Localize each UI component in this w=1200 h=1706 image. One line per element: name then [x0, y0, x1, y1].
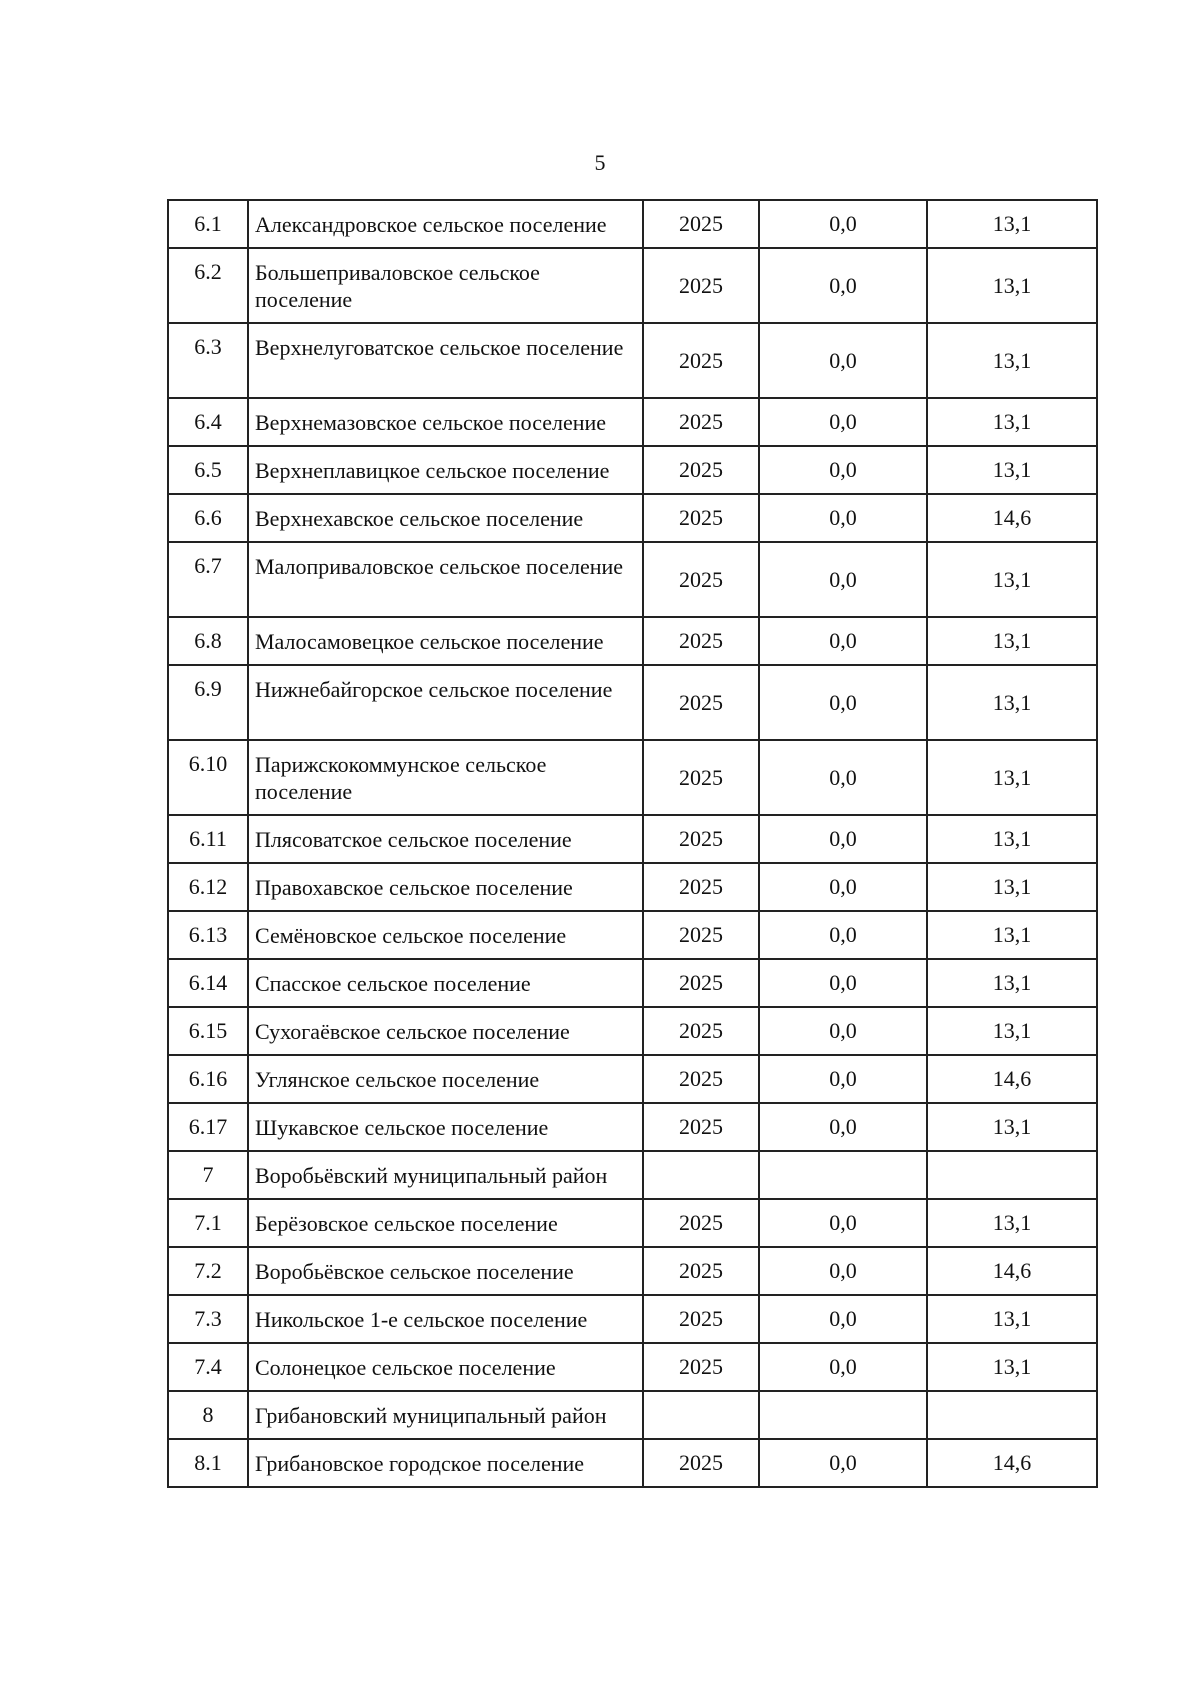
row-number-cell: 6.1 [168, 200, 248, 248]
settlement-name-cell: Малосамовецкое сельское поселение [248, 617, 643, 665]
settlement-name-cell: Спасское сельское поселение [248, 959, 643, 1007]
value-1-cell: 0,0 [759, 446, 927, 494]
value-2-cell: 14,6 [927, 1055, 1097, 1103]
row-number-cell: 6.16 [168, 1055, 248, 1103]
table-row [168, 1151, 1097, 1199]
value-1-cell: 0,0 [759, 1295, 927, 1343]
row-number-cell: 6.11 [168, 815, 248, 863]
row-number-cell: 6.7 [168, 542, 248, 617]
value-1-cell [759, 1391, 927, 1439]
value-2-cell: 13,1 [927, 740, 1097, 815]
year-cell [643, 1151, 759, 1199]
settlement-name-cell: Александровское сельское поселение [248, 200, 643, 248]
row-number-cell: 6.10 [168, 740, 248, 815]
value-1-cell: 0,0 [759, 815, 927, 863]
value-2-cell: 13,1 [927, 398, 1097, 446]
table-row [168, 542, 1097, 617]
table-row [168, 815, 1097, 863]
settlement-name-cell: Солонецкое сельское поселение [248, 1343, 643, 1391]
year-cell: 2025 [643, 1199, 759, 1247]
value-2-cell: 13,1 [927, 1007, 1097, 1055]
year-cell: 2025 [643, 1439, 759, 1487]
year-cell: 2025 [643, 1295, 759, 1343]
table-row [168, 740, 1097, 815]
year-cell [643, 1391, 759, 1439]
value-1-cell: 0,0 [759, 617, 927, 665]
page-number: 5 [594, 150, 606, 175]
value-1-cell: 0,0 [759, 1247, 927, 1295]
table-row [168, 446, 1097, 494]
value-2-cell: 13,1 [927, 446, 1097, 494]
year-cell: 2025 [643, 323, 759, 398]
value-2-cell: 13,1 [927, 248, 1097, 323]
row-number-cell: 8.1 [168, 1439, 248, 1487]
value-2-cell: 13,1 [927, 323, 1097, 398]
table-row [168, 1007, 1097, 1055]
value-2-cell: 13,1 [927, 863, 1097, 911]
table-row [168, 323, 1097, 398]
table-row [168, 200, 1097, 248]
year-cell: 2025 [643, 1055, 759, 1103]
value-2-cell: 13,1 [927, 665, 1097, 740]
row-number-cell: 7.4 [168, 1343, 248, 1391]
settlement-name-cell: Парижскокоммунское сельское поселение [248, 740, 643, 815]
year-cell: 2025 [643, 1343, 759, 1391]
year-cell: 2025 [643, 248, 759, 323]
value-1-cell: 0,0 [759, 959, 927, 1007]
value-1-cell: 0,0 [759, 398, 927, 446]
settlement-name-cell: Никольское 1-е сельское поселение [248, 1295, 643, 1343]
row-number-cell: 6.4 [168, 398, 248, 446]
year-cell: 2025 [643, 863, 759, 911]
settlement-name-cell: Берёзовское сельское поселение [248, 1199, 643, 1247]
table-row [168, 1295, 1097, 1343]
value-1-cell: 0,0 [759, 323, 927, 398]
value-1-cell: 0,0 [759, 1439, 927, 1487]
year-cell: 2025 [643, 740, 759, 815]
row-number-cell: 6.3 [168, 323, 248, 398]
row-number-cell: 6.6 [168, 494, 248, 542]
year-cell: 2025 [643, 542, 759, 617]
row-number-cell: 7.1 [168, 1199, 248, 1247]
value-2-cell: 14,6 [927, 1439, 1097, 1487]
year-cell: 2025 [643, 1247, 759, 1295]
row-number-cell: 8 [168, 1391, 248, 1439]
table-row [168, 248, 1097, 323]
row-number-cell: 6.12 [168, 863, 248, 911]
table-row [168, 1439, 1097, 1487]
row-number-cell: 6.8 [168, 617, 248, 665]
settlements-table [167, 199, 1098, 1488]
value-2-cell [927, 1391, 1097, 1439]
value-2-cell: 13,1 [927, 200, 1097, 248]
value-1-cell: 0,0 [759, 1007, 927, 1055]
value-1-cell: 0,0 [759, 863, 927, 911]
value-2-cell: 13,1 [927, 1199, 1097, 1247]
value-2-cell [927, 1151, 1097, 1199]
row-number-cell: 7.2 [168, 1247, 248, 1295]
table-row [168, 665, 1097, 740]
value-2-cell: 13,1 [927, 542, 1097, 617]
settlement-name-cell: Нижнебайгорское сельское поселение [248, 665, 643, 740]
table-row [168, 1055, 1097, 1103]
table-row [168, 863, 1097, 911]
value-1-cell: 0,0 [759, 248, 927, 323]
table-row [168, 1247, 1097, 1295]
table-row [168, 911, 1097, 959]
value-2-cell: 14,6 [927, 494, 1097, 542]
settlement-name-cell: Малоприваловское сельское поселение [248, 542, 643, 617]
row-number-cell: 7.3 [168, 1295, 248, 1343]
row-number-cell: 6.15 [168, 1007, 248, 1055]
settlement-name-cell: Воробьёвский муниципальный район [248, 1151, 643, 1199]
table-row [168, 494, 1097, 542]
settlement-name-cell: Верхнемазовское сельское поселение [248, 398, 643, 446]
value-1-cell: 0,0 [759, 200, 927, 248]
row-number-cell: 6.5 [168, 446, 248, 494]
value-1-cell: 0,0 [759, 1343, 927, 1391]
year-cell: 2025 [643, 815, 759, 863]
year-cell: 2025 [643, 665, 759, 740]
value-1-cell: 0,0 [759, 1103, 927, 1151]
year-cell: 2025 [643, 1103, 759, 1151]
year-cell: 2025 [643, 617, 759, 665]
settlement-name-cell: Большеприваловское сельское поселение [248, 248, 643, 323]
row-number-cell: 6.2 [168, 248, 248, 323]
table-body [168, 200, 1097, 1487]
settlement-name-cell: Правохавское сельское поселение [248, 863, 643, 911]
settlement-name-cell: Воробьёвское сельское поселение [248, 1247, 643, 1295]
row-number-cell: 6.13 [168, 911, 248, 959]
row-number-cell: 6.9 [168, 665, 248, 740]
value-2-cell: 13,1 [927, 1103, 1097, 1151]
table-row [168, 1103, 1097, 1151]
settlement-name-cell: Верхнехавское сельское поселение [248, 494, 643, 542]
value-1-cell: 0,0 [759, 494, 927, 542]
settlement-name-cell: Углянское сельское поселение [248, 1055, 643, 1103]
table-row [168, 1343, 1097, 1391]
table-row [168, 1391, 1097, 1439]
value-1-cell: 0,0 [759, 665, 927, 740]
value-2-cell: 13,1 [927, 959, 1097, 1007]
value-2-cell: 13,1 [927, 617, 1097, 665]
row-number-cell: 6.14 [168, 959, 248, 1007]
table-row [168, 959, 1097, 1007]
year-cell: 2025 [643, 398, 759, 446]
settlement-name-cell: Верхнеплавицкое сельское поселение [248, 446, 643, 494]
settlement-name-cell: Сухогаёвское сельское поселение [248, 1007, 643, 1055]
settlement-name-cell: Шукавское сельское поселение [248, 1103, 643, 1151]
value-1-cell [759, 1151, 927, 1199]
settlement-name-cell: Грибановский муниципальный район [248, 1391, 643, 1439]
settlement-name-cell: Семёновское сельское поселение [248, 911, 643, 959]
year-cell: 2025 [643, 1007, 759, 1055]
year-cell: 2025 [643, 911, 759, 959]
value-1-cell: 0,0 [759, 1199, 927, 1247]
settlement-name-cell: Плясоватское сельское поселение [248, 815, 643, 863]
year-cell: 2025 [643, 200, 759, 248]
settlement-name-cell: Грибановское городское поселение [248, 1439, 643, 1487]
table-row [168, 617, 1097, 665]
value-2-cell: 13,1 [927, 1295, 1097, 1343]
value-2-cell: 13,1 [927, 1343, 1097, 1391]
year-cell: 2025 [643, 959, 759, 1007]
year-cell: 2025 [643, 446, 759, 494]
value-1-cell: 0,0 [759, 911, 927, 959]
value-2-cell: 14,6 [927, 1247, 1097, 1295]
table-row [168, 1199, 1097, 1247]
value-2-cell: 13,1 [927, 911, 1097, 959]
value-1-cell: 0,0 [759, 1055, 927, 1103]
value-2-cell: 13,1 [927, 815, 1097, 863]
row-number-cell: 7 [168, 1151, 248, 1199]
row-number-cell: 6.17 [168, 1103, 248, 1151]
value-1-cell: 0,0 [759, 740, 927, 815]
year-cell: 2025 [643, 494, 759, 542]
settlement-name-cell: Верхнелуговатское сельское поселение [248, 323, 643, 398]
value-1-cell: 0,0 [759, 542, 927, 617]
table-row [168, 398, 1097, 446]
